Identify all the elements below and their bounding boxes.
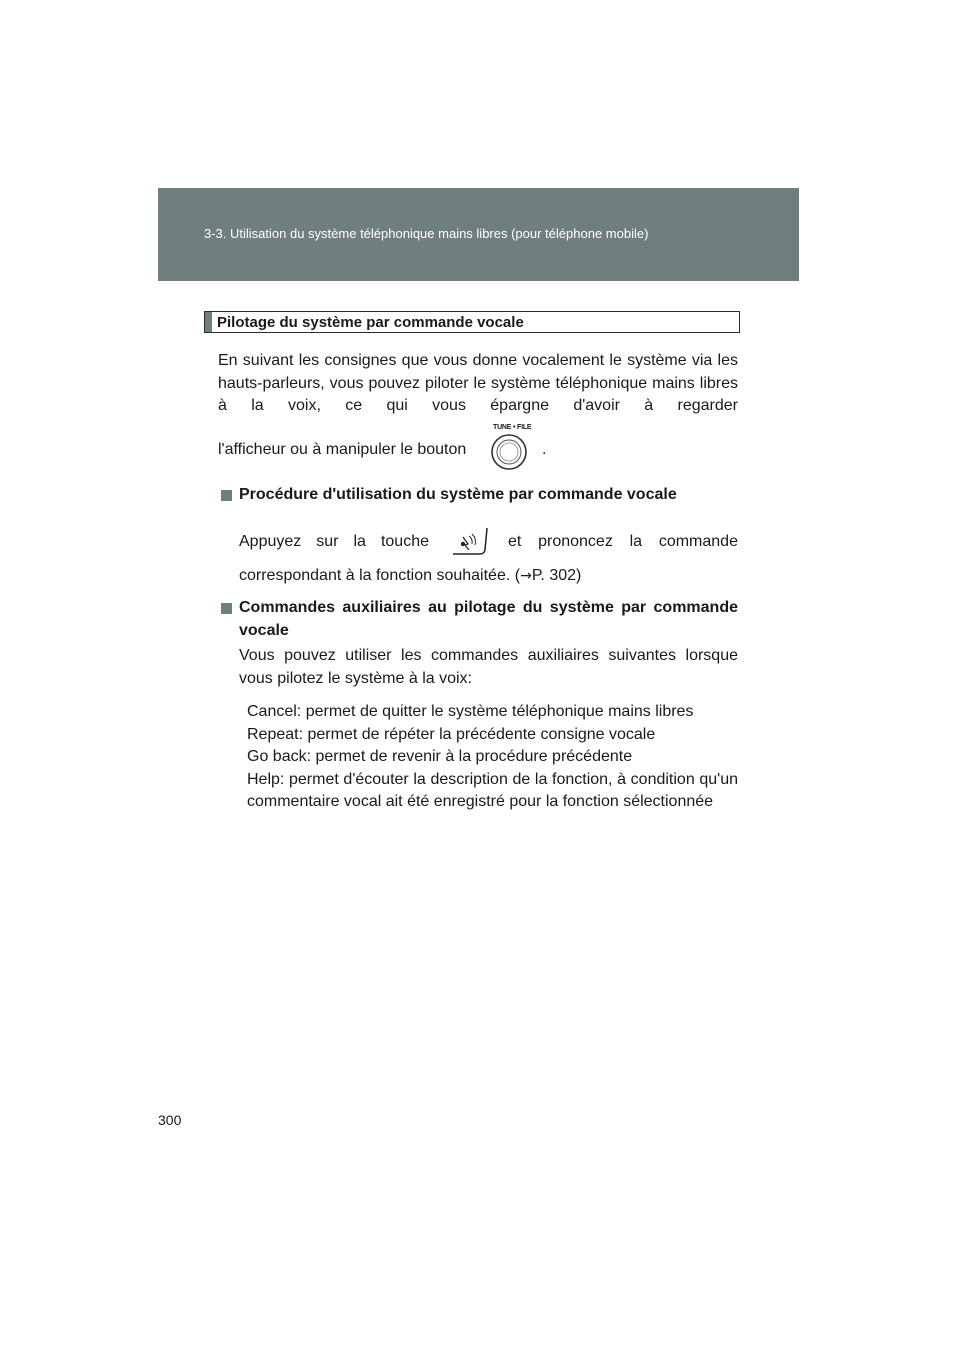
chapter-header-bar	[158, 188, 799, 281]
intro-last-line	[218, 441, 466, 459]
procedure-heading: Procédure d'utilisation du système par commande vocale	[239, 486, 677, 503]
arrow-icon: →	[520, 568, 532, 584]
procedure-line-2	[239, 567, 581, 585]
procedure-line-2-text: correspondant à la fonction souhaitée. (	[239, 567, 521, 584]
page-ref-link[interactable]: P. 302)	[531, 567, 582, 584]
knob-label: TUNE • FILE	[493, 424, 532, 431]
page-number: 300	[158, 1112, 182, 1128]
tune-file-knob-icon	[488, 424, 532, 472]
word: touche	[380, 533, 429, 550]
word: sur	[316, 533, 339, 550]
chapter-title: 3-3. Utilisation du système téléphonique mains libres (pour téléphone mobile)	[204, 226, 649, 241]
intro-last-line-text: l'afficheur ou à manipuler le bouton	[218, 441, 467, 458]
intro-paragraph: En suivant les consignes que vous donne vocalement le système via les hauts-parleurs, vous pouvez piloter le système téléphonique mains libres à la voix, ce qui vous épargne d'avoir à regarder	[218, 352, 738, 414]
word: la	[629, 533, 643, 550]
aux-intro: Vous pouvez utiliser les commandes auxiliaires suivantes lorsque vous pilotez le système à la voix:	[239, 647, 738, 687]
section-title: Pilotage du système par commande vocale	[217, 314, 524, 331]
word: commande	[658, 533, 738, 550]
bullet-square	[221, 490, 232, 501]
aux-heading: Commandes auxiliaires au pilotage du système par commande vocale	[239, 599, 738, 639]
section-title-tab	[205, 312, 212, 332]
word: prononcez	[538, 533, 613, 550]
word: et	[508, 533, 522, 550]
list-item: Cancel: permet de quitter le système téléphonique mains libres	[247, 703, 694, 720]
list-item: Help: permet d'écouter la description de la fonction, à condition qu'un commentaire vocal ait été enregistré pour la fonction sélectionnée	[247, 770, 738, 810]
bullet-square	[221, 603, 232, 614]
procedure-line-1-cont	[508, 533, 738, 551]
list-item: Repeat: permet de répéter la précédente consigne vocale	[247, 725, 656, 743]
procedure-line-1	[239, 533, 429, 551]
aux-command-list	[247, 701, 738, 814]
list-item: Go back: permet de revenir à la procédure précédente	[247, 748, 633, 765]
intro-period: .	[542, 441, 547, 458]
word: Appuyez	[239, 533, 302, 550]
word: la	[353, 533, 366, 550]
section-title-box	[204, 311, 740, 333]
talk-switch-icon	[450, 524, 490, 558]
